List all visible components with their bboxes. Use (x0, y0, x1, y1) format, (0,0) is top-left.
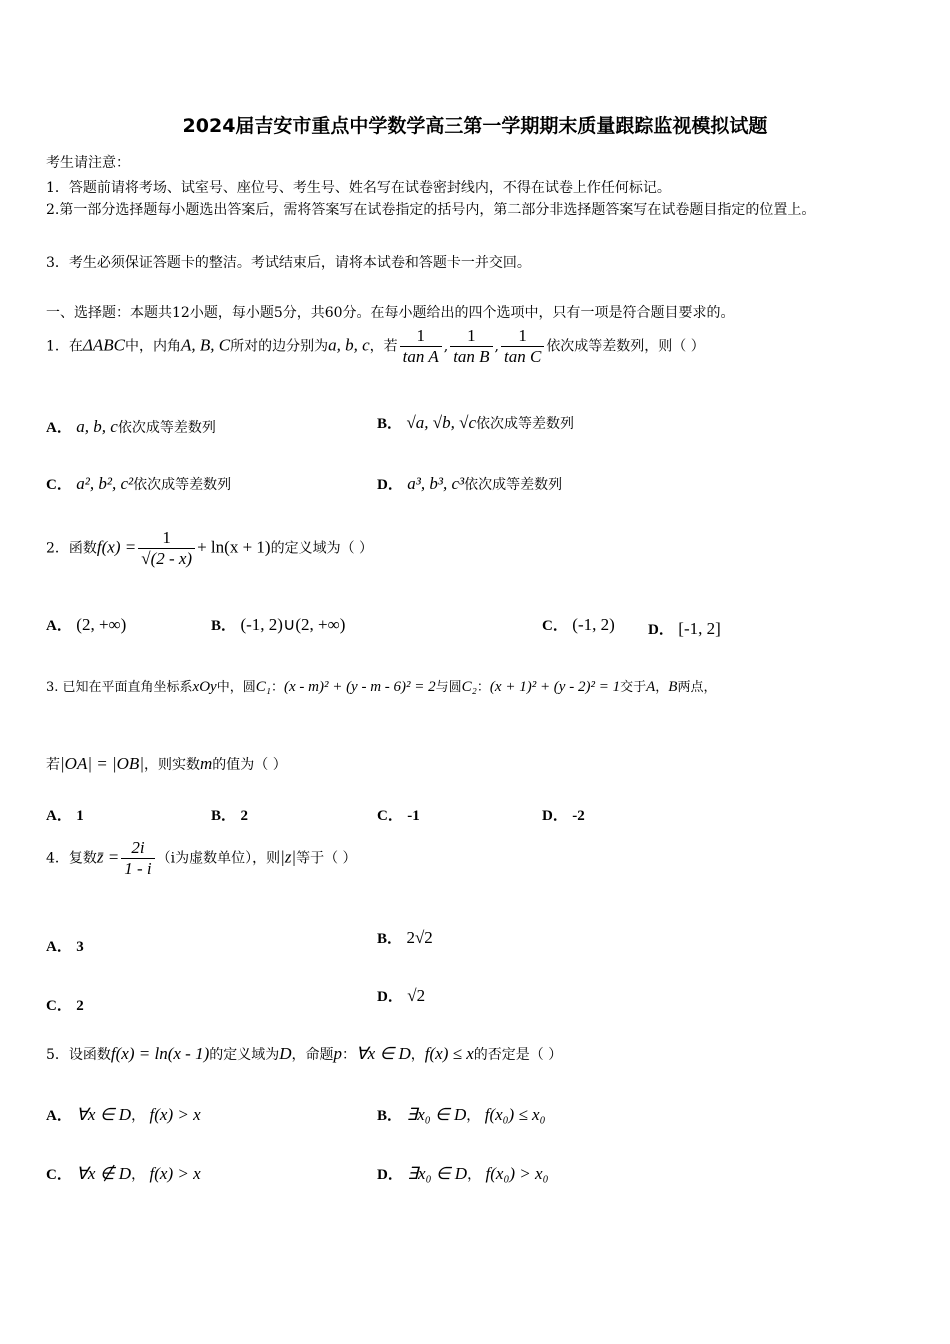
question-3-line-2: 若|OA| = |OB|，则实数m的值为（ ） (46, 754, 287, 773)
q1-option-b[interactable]: B． √a, √b, √c依次成等差数列 (377, 413, 575, 432)
fraction-one-over-sqrt: $\frac{1}{√(2 - x)}$ (138, 528, 195, 569)
fraction-tan-c: $\frac{1}{\text{tan C}}$ (501, 326, 544, 367)
q3-option-c[interactable]: C． -1 (377, 808, 420, 824)
q2-option-b[interactable]: B． (-1, 2)∪(2, +∞) (211, 615, 346, 634)
question-2: 2．函数f(x) = $\frac{1}{√(2 - x)}$ + ln(x + 1)的定义域为（ ） (46, 528, 374, 568)
q4-option-b[interactable]: B． 2√2 (377, 928, 433, 947)
angles: A, B, C (181, 335, 231, 355)
q2-option-c[interactable]: C． (-1, 2) (542, 615, 615, 634)
q1-option-c[interactable]: C． a², b², c²依次成等差数列 (46, 474, 232, 493)
q4-option-d[interactable]: D． √2 (377, 986, 426, 1005)
q5-option-b[interactable]: B． ∃x₀ ∈ D， f(x₀) ≤ x₀ (377, 1105, 546, 1124)
notice-item-1: 1．答题前请将考场、试室号、座位号、考生号、姓名写在试卷密封线内，不得在试卷上作任何标记。 (46, 180, 671, 196)
q1-option-a[interactable]: A． a, b, c依次成等差数列 (46, 417, 216, 436)
notice-heading: 考生请注意： (46, 155, 130, 171)
q4-option-a[interactable]: A． 3 (46, 939, 84, 955)
section-heading: 一、选择题：本题共12小题，每小题5分，共60分。在每小题给出的四个选项中，只有一项是符合题目要求的。 (46, 305, 735, 321)
fraction-2i-over: $\frac{2i}{1 - i}$ (121, 838, 154, 879)
question-4: 4．复数z̄ = $\frac{2i}{1 - i}$ （i为虚数单位），则|z|等于（ ） (46, 838, 357, 878)
q2-option-a[interactable]: A． (2, +∞) (46, 615, 127, 634)
q5-option-a[interactable]: A． ∀x ∈ D， f(x) > x (46, 1105, 201, 1124)
fraction-tan-a: $\frac{1}{\text{tan A}}$ (400, 326, 442, 367)
q3-option-d[interactable]: D． -2 (542, 808, 585, 824)
question-1: 1．在ΔABC中，内角A, B, C所对的边分别为a, b, c，若 $\frac{1}{\text{tan A}}$ , $\frac{1}{\text{tan B}}$ , $\frac{1}{\text{tan C}}$ 依次成等差数列，则（ ） (46, 326, 705, 366)
q2-option-d[interactable]: D． [-1, 2] (648, 619, 721, 638)
q4-option-c[interactable]: C． 2 (46, 998, 84, 1014)
q1-option-d[interactable]: D． a³, b³, c³依次成等差数列 (377, 474, 563, 493)
notice-item-2: 2.第一部分选择题每小题选出答案后，需将答案写在试卷指定的括号内，第二部分非选择题答案写在试卷题目指定的位置上。 (46, 202, 816, 218)
question-5: 5．设函数f(x) = ln(x - 1)的定义域为D，命题p：∀x ∈ D，f(x) ≤ x的否定是（ ） (46, 1044, 563, 1063)
function-f: f(x) = (96, 537, 137, 557)
sides: a, b, c (328, 335, 370, 355)
q3-option-b[interactable]: B． 2 (211, 808, 248, 824)
q5-option-c[interactable]: C． ∀x ∉ D， f(x) > x (46, 1164, 201, 1183)
q3-option-a[interactable]: A． 1 (46, 808, 84, 824)
exam-title: 2024届吉安市重点中学数学高三第一学期期末质量跟踪监视模拟试题 (182, 115, 768, 137)
notice-item-3: 3．考生必须保证答题卡的整洁。考试结束后，请将本试卷和答题卡一并交回。 (46, 255, 531, 271)
q5-option-d[interactable]: D． ∃x₀ ∈ D， f(x₀) > x₀ (377, 1164, 549, 1183)
question-3-line-1: 3. 已知在平面直角坐标系xOy中，圆C₁：(x - m)² + (y - m - 6)² = 2与圆C₂：(x + 1)² + (y - 2)² = 1交于A，B两点， (46, 679, 717, 695)
fraction-tan-b: $\frac{1}{\text{tan B}}$ (450, 326, 492, 367)
triangle-symbol: ΔABC (82, 335, 126, 355)
